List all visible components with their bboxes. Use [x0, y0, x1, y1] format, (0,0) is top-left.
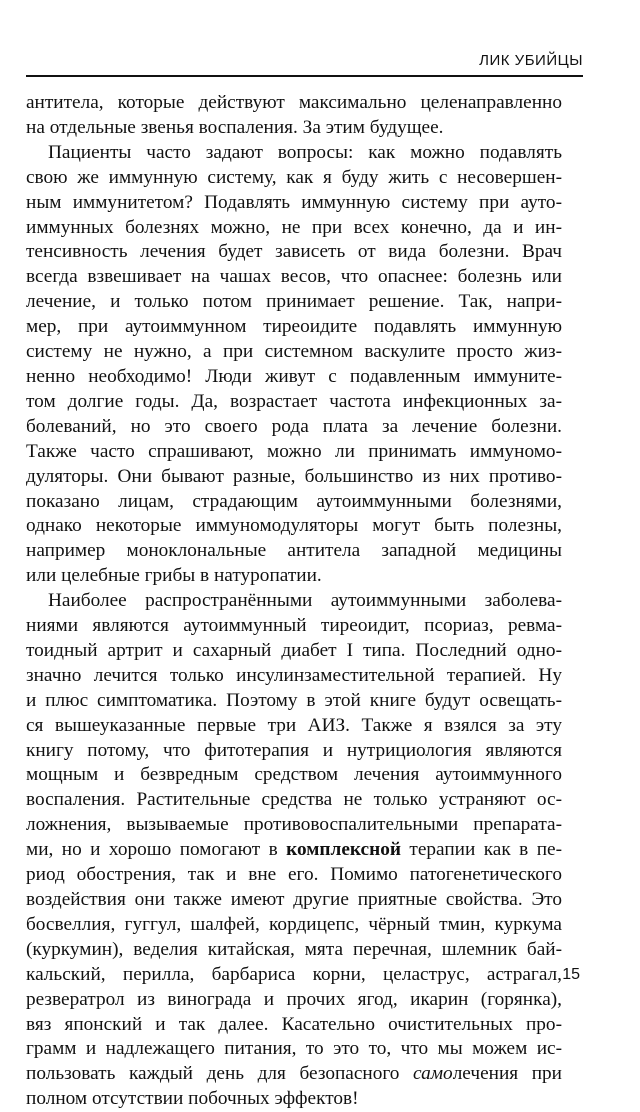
text-line-content: или целебные грибы в натуропатии.: [26, 565, 322, 587]
text-line: [26, 838, 562, 863]
text-line: [26, 614, 562, 639]
text-line-content: кальский, перилла, барбариса корни, целаструс, астрагал,: [26, 963, 562, 985]
text-line-content: показано лицам, страдающим аутоиммунными болезнями,: [26, 490, 562, 512]
text-line-content: полном отсутствии побочных эффектов!: [26, 1088, 359, 1110]
text-line-content: тоидный артрит и сахарный диабет I типа. Последний одно-: [26, 639, 562, 661]
text-line: [26, 564, 562, 589]
text-line-content: иммунных болезнях можно, не при всех конечно, да и ин-: [26, 216, 562, 238]
text-line: [26, 788, 562, 813]
text-line-content: например моноклональные антитела западной медицины: [26, 540, 562, 562]
text-line-content: дуляторы. Они бывают разные, большинство из них противо-: [26, 465, 562, 487]
text-line: [26, 1062, 562, 1087]
text-line: [26, 315, 562, 340]
text-line-content: Наиболее распространёнными аутоиммунными заболева-: [48, 590, 562, 612]
text-line-content: свою же иммунную систему, как я буду жить с несовершен-: [26, 166, 562, 188]
text-line: [26, 116, 562, 141]
text-line-content: воспаления. Растительные средства не только устраняют ос-: [26, 789, 562, 811]
text-line: [26, 490, 562, 515]
text-line-continuation: лечения при: [452, 1063, 562, 1085]
text-line: [26, 963, 562, 988]
text-line: [26, 938, 562, 963]
text-line-content: ным иммунитетом? Подавлять иммунную систему при ауто-: [26, 191, 562, 213]
text-line: [26, 390, 562, 415]
text-line: [26, 589, 562, 614]
text-line: [26, 465, 562, 490]
emphasized-word: комплексной: [286, 839, 401, 861]
text-line-content: и плюс симптоматика. Поэтому в этой книге будут освещать-: [26, 689, 562, 711]
text-line: [26, 863, 562, 888]
text-line: [26, 340, 562, 365]
text-line-content: болеваний, но это своего рода плата за лечение болезни.: [26, 415, 562, 437]
text-line: [26, 888, 562, 913]
text-line: [26, 1037, 562, 1062]
body-text: [26, 91, 562, 1112]
text-line: [26, 290, 562, 315]
text-line-content: книгу потому, что фитотерапия и нутрициология являются: [26, 739, 562, 761]
text-line-content: значно лечится только инсулинзаместительной терапией. Ну: [26, 664, 562, 686]
text-line: [26, 191, 562, 216]
text-line: [26, 813, 562, 838]
text-line-content: ненно необходимо! Люди живут с подавленным иммуните-: [26, 365, 562, 387]
text-line: [26, 216, 562, 241]
text-line-continuation: терапии как в пе-: [400, 839, 562, 861]
text-line-content: пользовать каждый день для безопасного: [26, 1063, 414, 1085]
text-line-content: резвератрол из винограда и прочих ягод, икарин (горянка),: [26, 988, 562, 1010]
page-number: 15: [562, 966, 580, 983]
text-line: [26, 166, 562, 191]
text-line-content: тенсивность лечения будет зависеть от вида болезни. Врач: [26, 241, 562, 263]
text-line: [26, 440, 562, 465]
text-line-content: ниями являются аутоиммунный тиреоидит, псориаз, ревма-: [26, 615, 562, 637]
header-rule: [26, 75, 583, 77]
text-line-content: том долгие годы. Да, возрастает частота инфекционных за-: [26, 390, 562, 412]
text-line-content: ложнения, вызываемые противовоспалительными препарата-: [26, 814, 562, 836]
text-line-content: ся вышеуказанные первые три АИЗ. Также я взялся за эту: [26, 714, 562, 736]
text-line: [26, 1013, 562, 1038]
text-line: [26, 664, 562, 689]
text-line-content: мер, при аутоиммунном тиреоидите подавлять иммунную: [26, 316, 562, 338]
text-line: [26, 913, 562, 938]
text-line-content: риод обострения, так и вне его. Помимо патогенетического: [26, 864, 562, 886]
text-line-content: вяз японский и так далее. Касательно очистительных про-: [26, 1013, 562, 1035]
text-line-content: всегда взвешивает на чашах весов, что опаснее: болезнь или: [26, 266, 562, 288]
running-header-title: ЛИК УБИЙЦЫ: [479, 52, 583, 69]
text-line-content: антитела, которые действуют максимально целенаправленно: [26, 92, 562, 113]
text-line-content: на отдельные звенья воспаления. За этим будущее.: [26, 116, 444, 138]
text-line: [26, 988, 562, 1013]
text-line: [26, 514, 562, 539]
text-line-content: ми, но и хорошо помогают в: [26, 839, 287, 861]
text-line: [26, 141, 562, 166]
text-line-content: (куркумин), веделия китайская, мята перечная, шлемник бай-: [26, 938, 562, 960]
text-line-content: воздействия они также имеют другие приятные свойства. Это: [26, 889, 562, 910]
text-line: [26, 265, 562, 290]
emphasized-word: само: [413, 1063, 453, 1085]
text-line-content: грамм и надлежащего питания, то это то, что мы можем ис-: [26, 1038, 562, 1060]
text-line: [26, 639, 562, 664]
text-line-content: босвеллия, гуггул, шалфей, кордицепс, чёрный тмин, куркума: [26, 913, 562, 935]
text-line: [26, 1087, 562, 1112]
text-line: [26, 365, 562, 390]
text-line: [26, 539, 562, 564]
text-line: [26, 714, 562, 739]
text-line: [26, 739, 562, 764]
text-line: [26, 91, 562, 116]
text-line: [26, 689, 562, 714]
text-line: [26, 415, 562, 440]
text-line: [26, 763, 562, 788]
text-line-content: систему не нужно, а при системном васкулите просто жиз-: [26, 341, 562, 363]
text-line-content: мощным и безвредным средством лечения аутоиммунного: [26, 764, 562, 786]
text-line-content: однако некоторые иммуномодуляторы могут быть полезны,: [26, 515, 562, 537]
text-line-content: Пациенты часто задают вопросы: как можно подавлять: [48, 141, 562, 163]
text-line: [26, 240, 562, 265]
text-line-content: лечение, и только потом принимает решение. Так, напри-: [26, 291, 562, 313]
text-line-content: Также часто спрашивают, можно ли принимать иммуномо-: [26, 440, 562, 462]
